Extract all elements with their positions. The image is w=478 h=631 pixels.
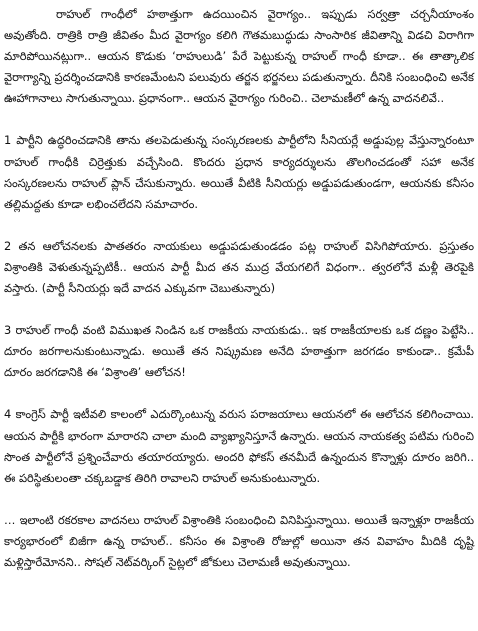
point-2-paragraph: 2 తన ఆలోచనలకు పాతతరం నాయకులు అడ్డుపడుతుండడం పట్ల రాహుల్ విసిగిపోయారు. ప్రస్తుతం విశ్రాంతికి వెళుతున్నప్పటికీ.. ఆయన పార్టీ మీద తన ముద్ర వేయగలిగే విధంగా.. త్వరలోనే మళ్లీ తెరపైకి వస్తారు. (పార్టీ సీనియర్లు ఇదే వాదన ఎక్కువగా చెబుతున్నారు) [4, 238, 474, 296]
paragraph-spacer [4, 109, 474, 130]
paragraph-spacer [4, 215, 474, 236]
paragraph-spacer [4, 299, 474, 320]
paragraph-spacer [4, 489, 474, 510]
closing-paragraph: … ఇలాంటి రకరకాల వాదనలు రాహుల్ విశ్రాంతికి సంబంధించి వినిపిస్తున్నాయి. అయితే ఇన్నాళ్లూ రాజకీయ కార్యభారంలో బిజీగా ఉన్న రాహుల్.. కనీసం ఈ విశ్రాంతి రోజుల్లో అయినా తన వివాహం మీదికి దృష్టి మళ్లిస్తారేమోనని.. సోషల్ నెట్‌వర్కింగ్ సైట్లలో జోకులు చెలామణీ అవుతున్నాయి. [4, 512, 474, 569]
point-3-paragraph: 3 రాహుల్ గాంధీ వంటి విముఖత నిండిన ఒక రాజకీయ నాయకుడు.. ఇక రాజకీయాలకు ఒక దణ్ణం పెట్టేసి.. దూరం జరగాలనుకుంటున్నాడు. అయితే తన నిష్క్రమణ అనేది హఠాత్తుగా జరగడం కాకుండా.. క్రమేపీ దూరం జరగడానికి ఈ ‘విశ్రాంతి’ ఆలోచన! [4, 323, 474, 380]
intro-paragraph: రాహుల్ గాంధీలో హఠాత్తుగా ఉదయించిన వైరాగ్యం.. ఇప్పుడు సర్వత్రా చర్చనీయాంశం అవుతోంది. రాత్రికి రాత్రి జీవితం మీద వైరాగ్యం కలిగి గౌతమబుద్ధుడు సాంసారిక జీవితాన్ని విడచి విరాగిగా మారిపోయినట్లుగా.. ఆయన కొడుకు ‘రాహులుడి’ పేరే పెట్టుకున్న రాహుల్ గాంధీ కూడా.. ఈ తాత్కాలిక వైరాగ్యాన్ని ప్రదర్శించడానికి కారణమేంటని పలువురు తర్జన భర్జనలు పడుతున్నారు. దీనికి సంబంధించి అనేక ఊహాగానాలు సాగుతున్నాయి. ప్రధానంగా.. ఆయన వైరాగ్యం గురించి.. చెలామణీలో ఉన్న వాదనలివే.. [4, 7, 474, 106]
paragraph-spacer [4, 383, 474, 404]
point-1-paragraph: 1 పార్టీని ఉద్ధరించడానికి తాను తలపెడుతున్న సంస్కరణలకు పార్టీలోని సీనియర్లే అడ్డుపుల్ల వేస్తున్నారంటూ రాహుల్ గాంధీకి చిర్రెత్తుకు వచ్చేసింది. కొందరు ప్రధాన కార్యదర్శులను తొలగించడంతో సహా అనేక సంస్కరణలను రాహుల్ ప్లాన్ చేసుకున్నారు. అయితే వీటికి సీనియర్లు అడ్డుపడుతుండగా, ఆయనకు కనీసం తల్లిమద్దతు కూడా లభించలేదని సమాచారం. [4, 133, 474, 211]
point-4-paragraph: 4 కాంగ్రెస్ పార్టీ ఇటీవలి కాలంలో ఎదుర్కొంటున్న వరుస పరాజయాలు ఆయనలో ఈ ఆలోచన కలిగించాయి. ఆయన పార్టీకి భారంగా మారారని చాలా మంది వ్యాఖ్యానిస్తూనే ఉన్నారు. ఆయన నాయకత్వ పటిమ గురించి సొంత పార్టీలోనే ప్రశ్నించేవారు తయారయ్యారు. అందరి ఫోకస్ తనమీదే ఉన్నందున కొన్నాళ్లు దూరం జరిగి.. ఈ పరిస్థితులంతా చక్కబడ్డాక తిరిగి రావాలని రాహుల్ అనుకుంటున్నారు. [4, 407, 474, 485]
